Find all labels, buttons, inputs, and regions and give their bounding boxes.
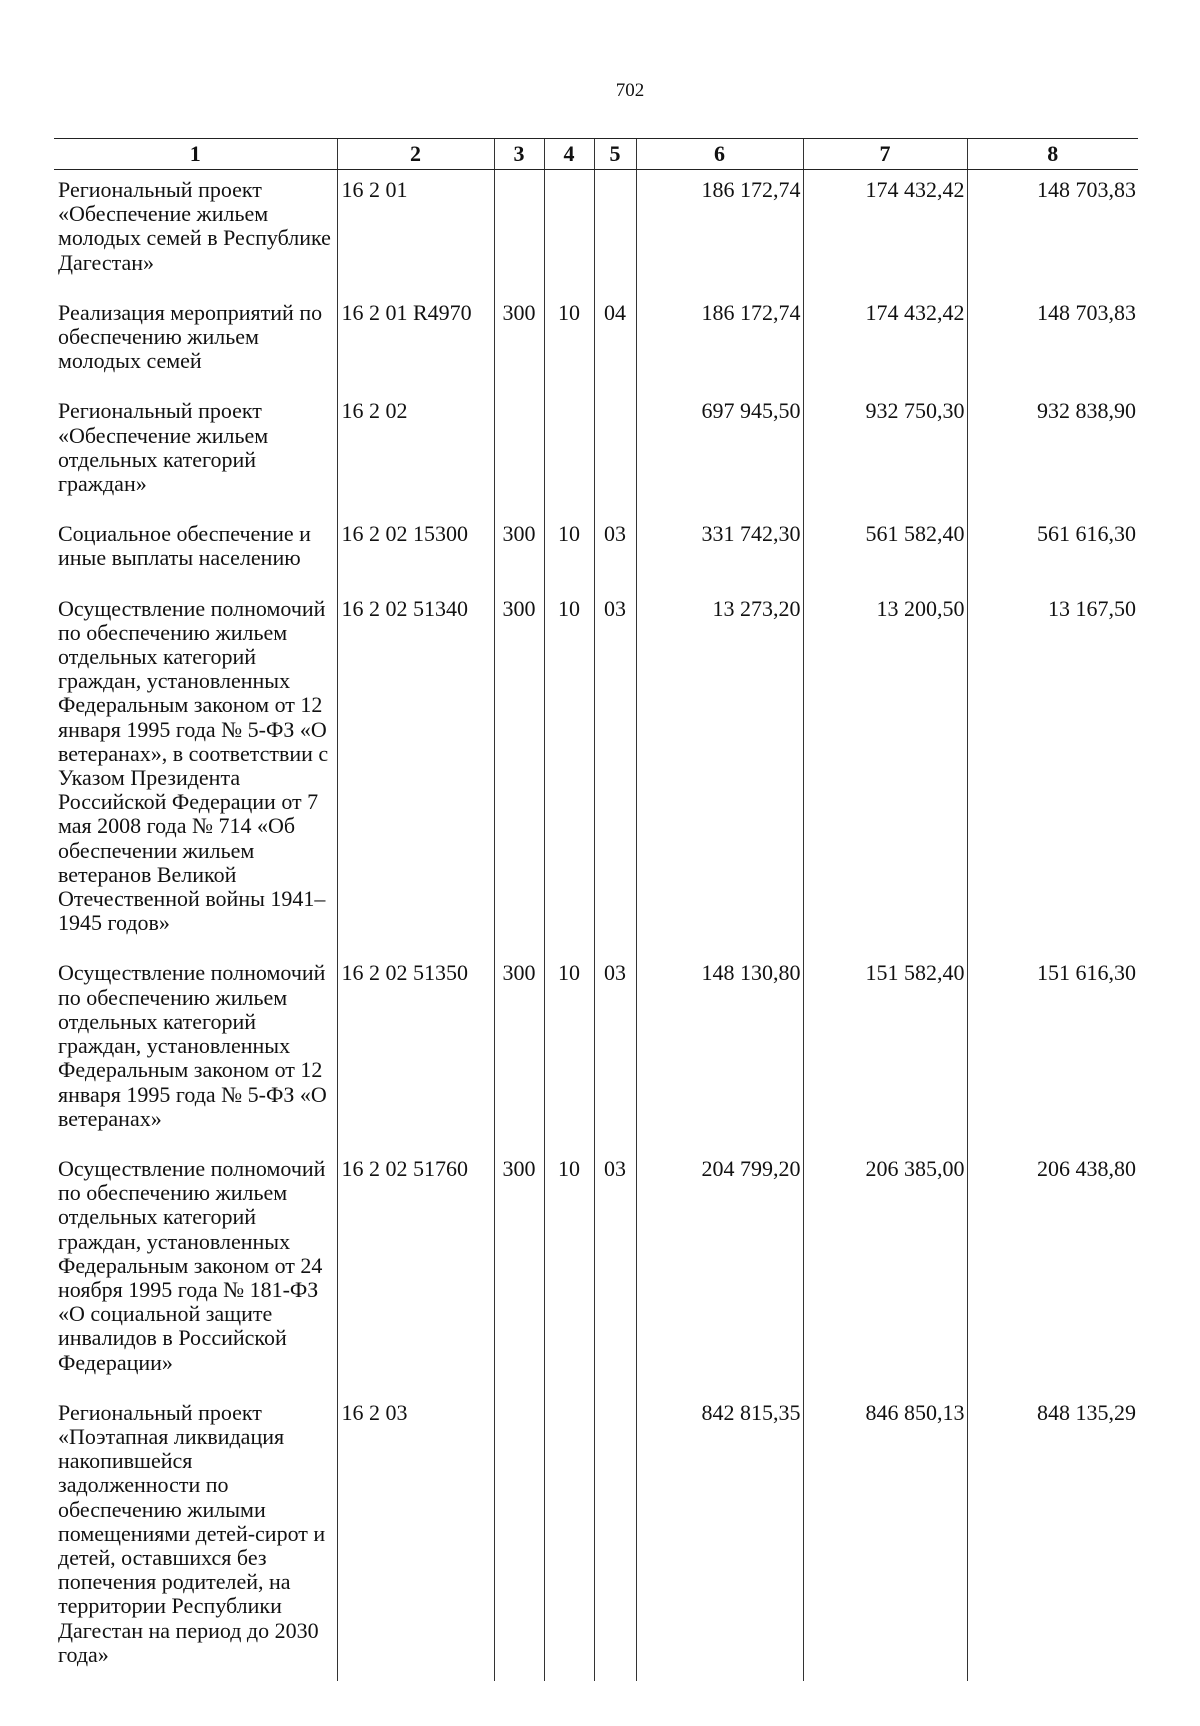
header-col-2: 2 xyxy=(337,139,494,170)
row-amount-8: 148 703,83 xyxy=(967,170,1138,289)
row-amount-8: 206 438,80 xyxy=(967,1145,1138,1389)
table-row xyxy=(54,1389,1138,1681)
row-col-4: 10 xyxy=(544,585,594,950)
header-col-1: 1 xyxy=(54,139,337,170)
row-amount-8: 13 167,50 xyxy=(967,585,1138,950)
table-row xyxy=(54,387,1138,510)
row-col-3: 300 xyxy=(494,510,544,584)
row-col-3: 300 xyxy=(494,585,544,950)
header-col-7: 7 xyxy=(803,139,967,170)
row-amount-7: 151 582,40 xyxy=(803,949,967,1144)
row-col-5: 03 xyxy=(594,949,636,1144)
row-col-5 xyxy=(594,387,636,510)
row-col-4 xyxy=(544,170,594,289)
row-amount-7: 206 385,00 xyxy=(803,1145,967,1389)
header-col-3: 3 xyxy=(494,139,544,170)
row-code: 16 2 02 51760 xyxy=(337,1145,494,1389)
table-header-row xyxy=(54,139,1138,170)
header-col-5: 5 xyxy=(594,139,636,170)
row-amount-6: 186 172,74 xyxy=(636,289,803,388)
row-col-3: 300 xyxy=(494,1145,544,1389)
row-amount-6: 697 945,50 xyxy=(636,387,803,510)
row-col-5: 03 xyxy=(594,1145,636,1389)
row-amount-7: 846 850,13 xyxy=(803,1389,967,1681)
row-code: 16 2 01 xyxy=(337,170,494,289)
row-amount-8: 561 616,30 xyxy=(967,510,1138,584)
row-col-4: 10 xyxy=(544,1145,594,1389)
row-col-3 xyxy=(494,1389,544,1681)
row-col-3 xyxy=(494,387,544,510)
row-code: 16 2 02 51340 xyxy=(337,585,494,950)
row-amount-6: 186 172,74 xyxy=(636,170,803,289)
row-amount-6: 331 742,30 xyxy=(636,510,803,584)
table-row xyxy=(54,585,1138,950)
row-amount-8: 932 838,90 xyxy=(967,387,1138,510)
row-col-5 xyxy=(594,170,636,289)
row-amount-7: 174 432,42 xyxy=(803,170,967,289)
row-amount-8: 148 703,83 xyxy=(967,289,1138,388)
row-amount-6: 204 799,20 xyxy=(636,1145,803,1389)
row-name: Осуществление полномочий по обеспечению жильем отдельных категорий граждан, установленных Федеральным законом от 24 ноября 1995 года № 181-ФЗ «О социальной защите инвалидов в Российской Федерации» xyxy=(58,1155,326,1375)
table-row xyxy=(54,170,1138,289)
row-col-3: 300 xyxy=(494,289,544,388)
row-code: 16 2 02 15300 xyxy=(337,510,494,584)
row-name: Реализация мероприятий по обеспечению жильем молодых семей xyxy=(58,299,323,374)
table-row xyxy=(54,949,1138,1144)
row-col-3 xyxy=(494,170,544,289)
row-name: Региональный проект «Поэтапная ликвидация накопившейся задолженности по обеспечению жилыми помещениями детей-сирот и детей, оставшихся без попечения родителей, на территории Республики Дагестан на период до 2030 года» xyxy=(58,1399,326,1667)
header-col-8: 8 xyxy=(967,139,1138,170)
row-amount-7: 561 582,40 xyxy=(803,510,967,584)
page-number: 702 xyxy=(615,80,645,101)
table-row xyxy=(54,1145,1138,1389)
row-name: Осуществление полномочий по обеспечению жильем отдельных категорий граждан, установленных Федеральным законом от 12 января 1995 года № 5-ФЗ «О ветеранах» xyxy=(58,960,327,1131)
row-col-4: 10 xyxy=(544,289,594,388)
row-amount-6: 13 273,20 xyxy=(636,585,803,950)
row-col-3: 300 xyxy=(494,949,544,1144)
budget-table xyxy=(54,138,1138,1681)
row-col-4 xyxy=(544,1389,594,1681)
row-amount-8: 848 135,29 xyxy=(967,1389,1138,1681)
row-name: Региональный проект «Обеспечение жильем молодых семей в Республике Дагестан» xyxy=(58,177,331,275)
row-code: 16 2 03 xyxy=(337,1389,494,1681)
row-name: Социальное обеспечение и иные выплаты населению xyxy=(58,521,311,571)
row-col-4 xyxy=(544,387,594,510)
row-amount-7: 174 432,42 xyxy=(803,289,967,388)
row-name: Региональный проект «Обеспечение жильем отдельных категорий граждан» xyxy=(58,398,269,497)
row-code: 16 2 01 R4970 xyxy=(337,289,494,388)
row-amount-8: 151 616,30 xyxy=(967,949,1138,1144)
table-row xyxy=(54,289,1138,388)
row-code: 16 2 02 51350 xyxy=(337,949,494,1144)
row-col-5: 03 xyxy=(594,510,636,584)
table-row xyxy=(54,510,1138,584)
row-col-4: 10 xyxy=(544,949,594,1144)
row-amount-6: 842 815,35 xyxy=(636,1389,803,1681)
header-col-4: 4 xyxy=(544,139,594,170)
row-col-5: 04 xyxy=(594,289,636,388)
row-col-5: 03 xyxy=(594,585,636,950)
row-col-4: 10 xyxy=(544,510,594,584)
row-code: 16 2 02 xyxy=(337,387,494,510)
row-amount-7: 13 200,50 xyxy=(803,585,967,950)
row-amount-7: 932 750,30 xyxy=(803,387,967,510)
row-name: Осуществление полномочий по обеспечению жильем отдельных категорий граждан, установленных Федеральным законом от 12 января 1995 года № 5-ФЗ «О ветеранах», в соответствии с Указом Президента Российской Федерации от 7 мая 2008 года № 714 «Об обеспечении жильем ветеранов Великой Отечественной войны 1941–1945 годов» xyxy=(58,595,329,936)
row-col-5 xyxy=(594,1389,636,1681)
header-col-6: 6 xyxy=(636,139,803,170)
row-amount-6: 148 130,80 xyxy=(636,949,803,1144)
